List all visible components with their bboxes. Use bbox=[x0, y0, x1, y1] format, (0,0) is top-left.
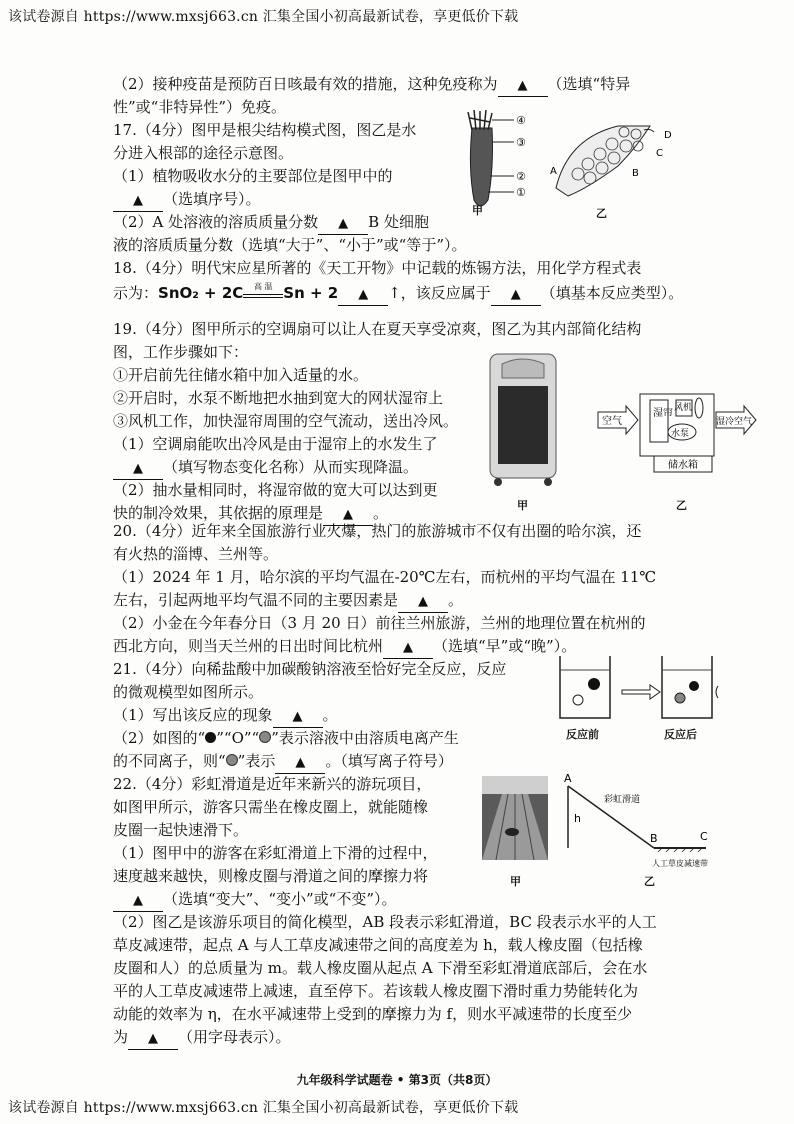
q17-part1: （1）植物吸收水分的主要部位是图甲中的 bbox=[113, 167, 393, 185]
q21-part1: （1）写出该反应的现象 ▲ 。 bbox=[113, 705, 338, 728]
formula-left: SnO₂ + 2C bbox=[158, 284, 244, 302]
q20-part1: （1）2024 年 1 月，哈尔滨的平均气温在-20℃左右，而杭州的平均气温在 11℃ bbox=[113, 568, 657, 586]
q19-step1: ①开启前先往储水箱中加入适量的水。 bbox=[113, 366, 369, 384]
root-section bbox=[556, 126, 650, 196]
rainbow-slide-photo bbox=[482, 776, 548, 860]
q22-line3: 皮圈一起快速滑下。 bbox=[113, 821, 249, 839]
caption-before: 反应前 bbox=[566, 728, 599, 741]
q22-part2-line4: 平的人工草皮减速带上减速，直至停下。若该载人橡皮圈下滑时重力势能转化为 bbox=[113, 982, 639, 1000]
o-ion-partial bbox=[716, 686, 718, 698]
pump-label: 水泵 bbox=[671, 429, 690, 439]
answer-blank[interactable]: ▲ bbox=[275, 751, 325, 774]
label-A: A bbox=[550, 166, 557, 177]
answer-blank[interactable]: ▲ bbox=[113, 889, 163, 912]
q22-part2: （2）图乙是该游乐项目的简化模型，AB 段表示彩虹滑道，BC 段表示水平的人工 bbox=[113, 913, 657, 931]
q21-part2: （2）如图的“ ”“O”“ ”表示溶液中由溶质电离产生 bbox=[113, 729, 459, 747]
q16-part2-line2: 性”或“非特异性”）免疫。 bbox=[113, 98, 287, 116]
cooler-diagram bbox=[596, 380, 774, 480]
tank-label: 储水箱 bbox=[668, 460, 698, 471]
q19-part2: （2）抽水量相同时，将湿帘做的宽大可以达到更 bbox=[113, 481, 438, 499]
q17-part2: （2）A 处溶液的溶质质量分数 ▲ B 处细胞 bbox=[113, 212, 429, 235]
point-B: B bbox=[650, 832, 658, 845]
answer-blank[interactable]: ▲ bbox=[113, 457, 163, 480]
q19-part1-line2: ▲ （填写物态变化名称）从而实现降温。 bbox=[113, 457, 418, 480]
label-4: ④ bbox=[516, 114, 526, 127]
q22-part2-line2: 草皮减速带，起点 A 与人工草皮减速带之间的高度差为 h，载人橡皮圈（包括橡 bbox=[113, 936, 643, 954]
answer-blank[interactable]: ▲ bbox=[498, 74, 548, 97]
root-tip-figure bbox=[458, 108, 530, 218]
label-C: C bbox=[656, 148, 663, 159]
q18-title: 18.（4分）明代宋应星所著的《天工开物》中记载的炼锡方法，用化学方程式表 bbox=[113, 259, 642, 277]
o-ion-symbol: O bbox=[231, 729, 244, 747]
beaker-after bbox=[662, 656, 712, 718]
point-C: C bbox=[700, 830, 708, 843]
q17-line2: 分进入根部的途径示意图。 bbox=[113, 144, 294, 162]
answer-blank[interactable]: ▲ bbox=[398, 590, 448, 613]
q21-part2-line2: 的不同离子，则“ ”表示 ▲ 。（填写离子符号） bbox=[113, 751, 453, 774]
sky bbox=[482, 776, 548, 794]
air-out-label: 湿冷空气 bbox=[716, 417, 753, 427]
belt-label: 人工草皮减速带 bbox=[652, 859, 708, 868]
wheel bbox=[544, 478, 552, 486]
reaction-arrow bbox=[622, 685, 660, 699]
q22-part1-line2: 速度越来越快，则橡皮圈与滑道之间的摩擦力将 bbox=[113, 867, 429, 885]
label-3: ③ bbox=[516, 136, 526, 149]
q22-part2-line3: 皮圈和人）的总质量为 m。载人橡皮圈从起点 A 下滑至彩虹滑道底部后，会在水 bbox=[113, 959, 648, 977]
air-cooler-figure bbox=[484, 350, 564, 490]
q22-line2: 如图甲所示，游客只需坐在橡皮圈上，就能随橡 bbox=[113, 798, 429, 816]
answer-blank[interactable]: ▲ bbox=[491, 283, 541, 306]
root-hairs bbox=[468, 110, 492, 130]
fig-caption-jia: 甲 bbox=[517, 499, 528, 512]
air-in-label: 空气 bbox=[602, 416, 622, 427]
q19-line2: 图，工作步骤如下： bbox=[113, 343, 249, 361]
point-A: A bbox=[564, 772, 572, 785]
q22-part1-line3: ▲ （选填“变大”、“变小”或“不变”）。 bbox=[113, 889, 397, 912]
slide-model-diagram bbox=[556, 770, 716, 878]
answer-blank[interactable]: ▲ bbox=[113, 189, 163, 212]
fig-caption-jia: 甲 bbox=[472, 204, 483, 217]
q21-title: 21.（4分）向稀盐酸中加碳酸钠溶液至恰好完全反应，反应 bbox=[113, 660, 507, 678]
answer-blank[interactable]: ▲ bbox=[273, 705, 323, 728]
footer-source: 该试卷源自 https://www.mxsj663.cn 汇集全国小初高最新试卷，享更低价下载 bbox=[8, 1100, 519, 1116]
answer-blank[interactable]: ▲ bbox=[383, 636, 433, 659]
fig-caption-yi: 乙 bbox=[644, 875, 655, 888]
label-B: B bbox=[632, 168, 639, 179]
black-ion-symbol bbox=[205, 732, 216, 743]
cooler-grille bbox=[498, 386, 548, 464]
beaker-before bbox=[560, 656, 610, 718]
answer-blank[interactable]: ▲ bbox=[128, 1027, 178, 1050]
q20-part2: （2）小金在今年春分日（3 月 20 日）前往兰州旅游，兰州的地理位置在杭州的 bbox=[113, 614, 646, 632]
q21-line2: 的微观模型如图所示。 bbox=[113, 683, 264, 701]
black-ion bbox=[689, 681, 699, 691]
fig-caption-jia: 甲 bbox=[510, 875, 521, 888]
gray-ion-symbol bbox=[226, 754, 238, 766]
water-path-figure bbox=[548, 118, 678, 200]
answer-blank[interactable]: ▲ bbox=[338, 283, 388, 306]
caption-after: 反应后 bbox=[664, 728, 697, 741]
q22-part2-line6: 为 ▲ （用字母表示）。 bbox=[113, 1027, 291, 1050]
q17-part2-line2: 液的溶质质量分数（选填“大于”、“小于”或“等于”）。 bbox=[113, 236, 467, 254]
q18-equation-line: 示为：SnO₂ + 2C 高 温 Sn + 2 ▲ ↑，该反应属于 ▲ （填基本反应类型）。 bbox=[113, 283, 683, 306]
height-label: h bbox=[574, 812, 581, 825]
answer-blank[interactable]: ▲ bbox=[318, 212, 368, 235]
root-tip-shape bbox=[470, 128, 492, 206]
label-2: ② bbox=[516, 170, 526, 183]
beaker-figure bbox=[554, 652, 724, 724]
formula-right: Sn + 2 bbox=[283, 284, 339, 302]
wheel bbox=[494, 478, 502, 486]
q16-part2-line1: （2）接种疫苗是预防百日咳最有效的措施，这种免疫称为 ▲ （选填“特异 bbox=[113, 74, 630, 97]
q19-title: 19.（4分）图甲所示的空调扇可以让人在夏天享受凉爽，图乙为其内部简化结构 bbox=[113, 320, 642, 338]
q19-step3: ③风机工作，加快湿帘周围的空气流动，送出冷风。 bbox=[113, 412, 459, 430]
q22-part2-line5: 动能的效率为 η，在水平减速带上受到的摩擦力为 f，则水平减速带的长度至少 bbox=[113, 1005, 633, 1023]
fan-label: 风机 bbox=[674, 403, 693, 413]
q20-line2: 有火热的淄博、兰州等。 bbox=[113, 545, 279, 563]
label-D: D bbox=[664, 130, 672, 141]
o-ion bbox=[573, 695, 583, 705]
fan-blade bbox=[695, 398, 703, 418]
black-ion bbox=[588, 678, 600, 690]
cooler-top bbox=[502, 359, 544, 378]
gray-ion-symbol bbox=[259, 731, 271, 743]
reaction-arrow: 高 温 bbox=[243, 285, 283, 298]
q19-step2: ②开启时，水泵不断地把水抽到宽大的网状湿帘上 bbox=[113, 389, 444, 407]
wet-curtain bbox=[650, 400, 668, 442]
q22-part1: （1）图甲中的游客在彩虹滑道上下滑的过程中， bbox=[113, 844, 438, 862]
fig-caption-yi: 乙 bbox=[596, 207, 607, 220]
slide-label: 彩虹滑道 bbox=[604, 795, 641, 805]
q22-title: 22.（4分）彩虹滑道是近年来新兴的游玩项目， bbox=[113, 775, 432, 793]
page-number: 九年级科学试题卷 • 第3页（共8页） bbox=[296, 1073, 498, 1087]
q17-title: 17.（4分）图甲是根尖结构模式图，图乙是水 bbox=[113, 121, 417, 139]
q17-part1-line2: ▲ （选填序号）。 bbox=[113, 189, 261, 212]
curtain-label-1: 湿帘 bbox=[653, 408, 673, 419]
q19-part2-line2: 快的制冷效果，其依据的原理是 ▲ 。 bbox=[113, 503, 388, 526]
q20-title: 20.（4分）近年来全国旅游行业火爆，热门的旅游城市不仅有出圈的哈尔滨，还 bbox=[113, 522, 642, 540]
q20-part1-line2: 左右，引起两地平均气温不同的主要因素是 ▲ 。 bbox=[113, 590, 463, 613]
q19-part1: （1）空调扇能吹出冷风是由于湿帘上的水发生了 bbox=[113, 435, 438, 453]
header-source: 该试卷源自 https://www.mxsj663.cn 汇集全国小初高最新试卷，享更低价下载 bbox=[8, 9, 519, 25]
answer-blank[interactable]: ▲ bbox=[323, 503, 373, 526]
rider bbox=[505, 828, 519, 836]
fig-caption-yi: 乙 bbox=[676, 499, 687, 512]
label-1: ① bbox=[516, 186, 526, 199]
q20-part2-line2: 西北方向，则当天兰州的日出时间比杭州 ▲ （选填“早”或“晚”）。 bbox=[113, 636, 576, 659]
gray-ion bbox=[675, 693, 685, 703]
